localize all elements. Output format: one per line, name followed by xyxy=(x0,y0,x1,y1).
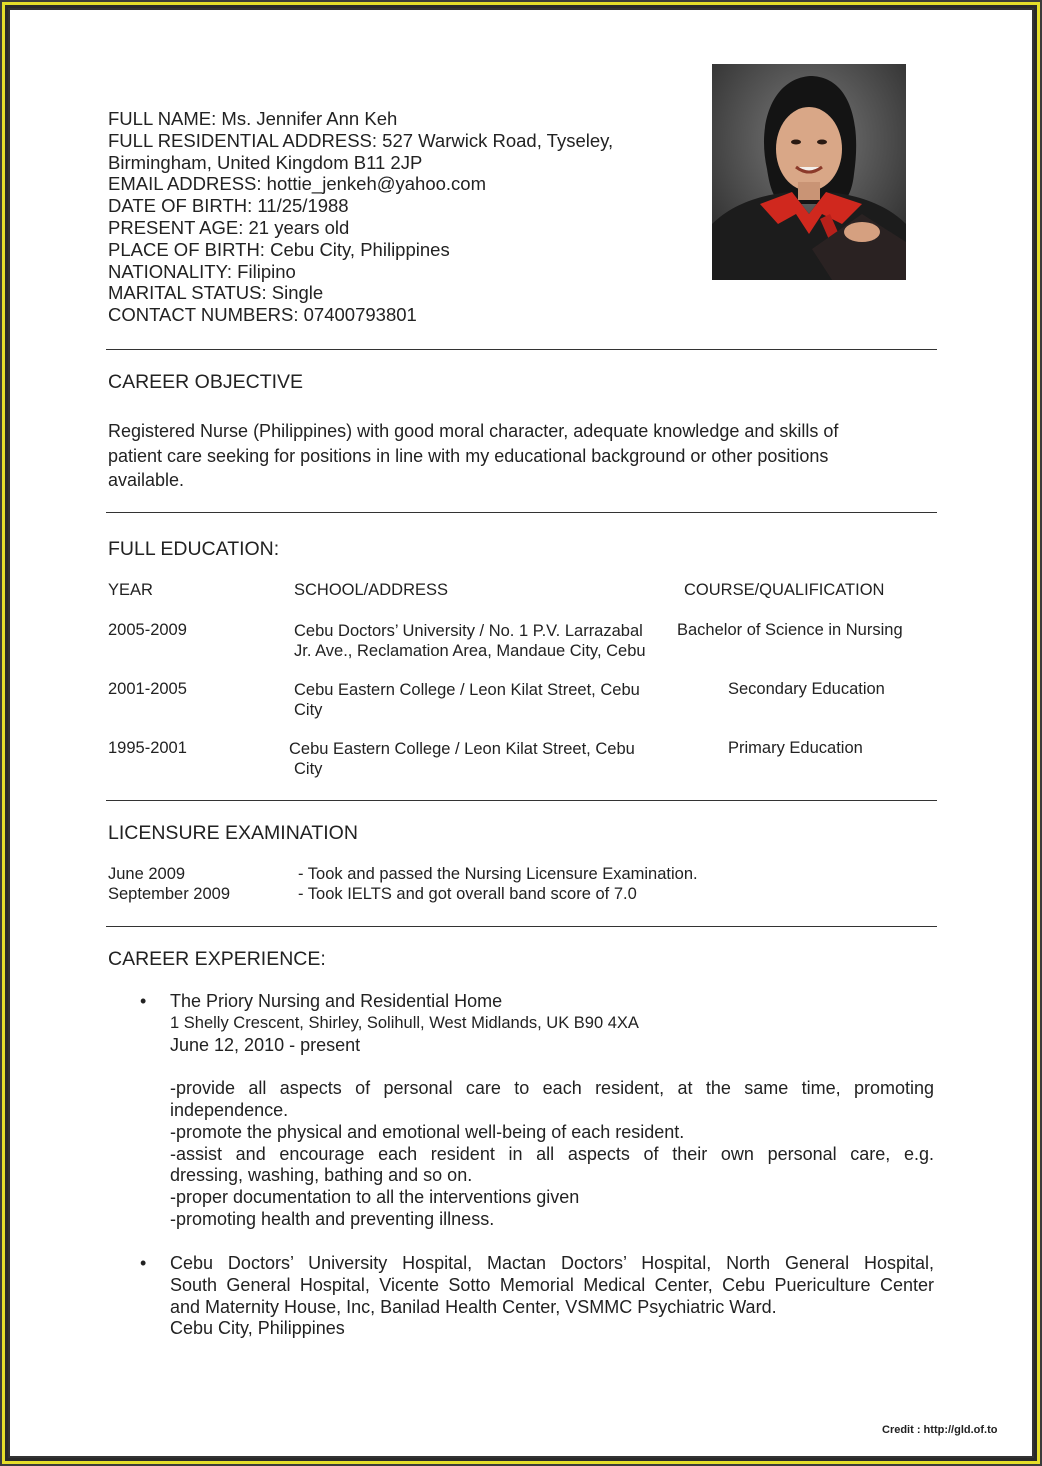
edu-school-line: Cebu Doctors’ University / No. 1 P.V. Larrazabal xyxy=(294,622,643,640)
edu-course: Secondary Education xyxy=(728,680,885,698)
edu-year: 2005-2009 xyxy=(108,621,187,639)
marital-status: MARITAL STATUS: Single xyxy=(108,282,324,304)
objective-line-3: available. xyxy=(108,470,185,490)
duty-line: -proper documentation to all the interventions given xyxy=(170,1187,580,1208)
col-year-header: YEAR xyxy=(108,581,153,599)
bullet-icon: • xyxy=(140,991,147,1011)
edu-year: 1995-2001 xyxy=(108,739,187,757)
edu-year: 2001-2005 xyxy=(108,680,187,698)
objective-line-2: patient care seeking for positions in line with my educational background or other positions xyxy=(108,445,829,466)
full-name: FULL NAME: Ms. Jennifer Ann Keh xyxy=(108,108,398,129)
job-hospitals-line: South General Hospital, Vicente Sotto Memorial Medical Center, Cebu Puericulture Center xyxy=(170,1274,934,1295)
divider xyxy=(106,349,937,350)
edu-school-line: City xyxy=(294,760,323,778)
licensure-date: June 2009 xyxy=(108,865,186,883)
edu-school-line: Cebu Eastern College / Leon Kilat Street, Cebu xyxy=(294,681,640,699)
job-hospitals-line: Cebu Doctors’ University Hospital, Mactan Doctors’ Hospital, North General Hospital, xyxy=(170,1253,934,1273)
edu-school-line: City xyxy=(294,701,323,719)
duty-line: -assist and encourage each resident in all aspects of their own personal care, e.g. xyxy=(170,1143,934,1164)
job-location: Cebu City, Philippines xyxy=(170,1318,345,1339)
bullet-icon: • xyxy=(140,1253,147,1273)
job-address: 1 Shelly Crescent, Shirley, Solihull, West Midlands, UK B90 4XA xyxy=(170,1013,639,1032)
edu-school-line: Jr. Ave., Reclamation Area, Mandaue City, Cebu xyxy=(294,642,646,660)
address-line-1: FULL RESIDENTIAL ADDRESS: 527 Warwick Road, Tyseley, xyxy=(108,129,614,151)
personal-info xyxy=(108,108,613,326)
career-objective-text xyxy=(108,419,838,493)
job-period: June 12, 2010 - present xyxy=(170,1034,361,1055)
divider xyxy=(106,800,937,801)
experience-heading: CAREER EXPERIENCE: xyxy=(108,948,326,970)
licensure-desc: - Took and passed the Nursing Licensure Examination. xyxy=(298,865,698,883)
divider xyxy=(106,926,937,927)
duty-line: -promoting health and preventing illness. xyxy=(170,1208,495,1229)
job-hospitals-line: and Maternity House, Inc, Banilad Health Center, VSMMC Psychiatric Ward. xyxy=(170,1296,777,1317)
edu-school xyxy=(289,739,635,779)
edu-school-line: Cebu Eastern College / Leon Kilat Street, Cebu xyxy=(289,740,635,758)
credit-watermark: Credit : http://gld.of.to xyxy=(882,1424,998,1436)
duty-line: -provide all aspects of personal care to each resident, at the same time, promoting xyxy=(170,1078,934,1099)
address-line-2: Birmingham, United Kingdom B11 2JP xyxy=(108,151,423,173)
place-of-birth: PLACE OF BIRTH: Cebu City, Philippines xyxy=(108,238,450,260)
date-of-birth: DATE OF BIRTH: 11/25/1988 xyxy=(108,195,349,217)
licensure-date: September 2009 xyxy=(108,885,231,903)
graduate-portrait-image xyxy=(712,64,906,280)
duty-line: dressing, washing, bathing and so on. xyxy=(170,1165,473,1186)
profile-photo xyxy=(712,64,906,280)
edu-school xyxy=(294,621,646,661)
duty-line: -promote the physical and emotional well-being of each resident. xyxy=(170,1121,685,1142)
nationality: NATIONALITY: Filipino xyxy=(108,260,296,282)
col-school-header: SCHOOL/ADDRESS xyxy=(294,581,449,599)
career-objective-heading: CAREER OBJECTIVE xyxy=(108,371,304,393)
licensure-desc: - Took IELTS and got overall band score of 7.0 xyxy=(298,885,637,903)
col-course-header: COURSE/QUALIFICATION xyxy=(684,581,885,599)
objective-line-1: Registered Nurse (Philippines) with good moral character, adequate knowledge and skills of xyxy=(108,421,839,441)
duty-line: independence. xyxy=(170,1099,289,1120)
education-heading: FULL EDUCATION: xyxy=(108,538,280,560)
job-entry xyxy=(170,1253,934,1340)
edu-school xyxy=(294,680,640,720)
licensure-heading: LICENSURE EXAMINATION xyxy=(108,822,358,844)
edu-course: Bachelor of Science in Nursing xyxy=(677,621,903,639)
job-employer: The Priory Nursing and Residential Home xyxy=(170,991,503,1011)
email: EMAIL ADDRESS: hottie_jenkeh@yahoo.com xyxy=(108,173,487,195)
job-entry xyxy=(170,991,934,1231)
present-age: PRESENT AGE: 21 years old xyxy=(108,216,350,238)
contact-numbers: CONTACT NUMBERS: 07400793801 xyxy=(108,304,417,326)
divider xyxy=(106,512,937,513)
edu-course: Primary Education xyxy=(728,739,863,757)
